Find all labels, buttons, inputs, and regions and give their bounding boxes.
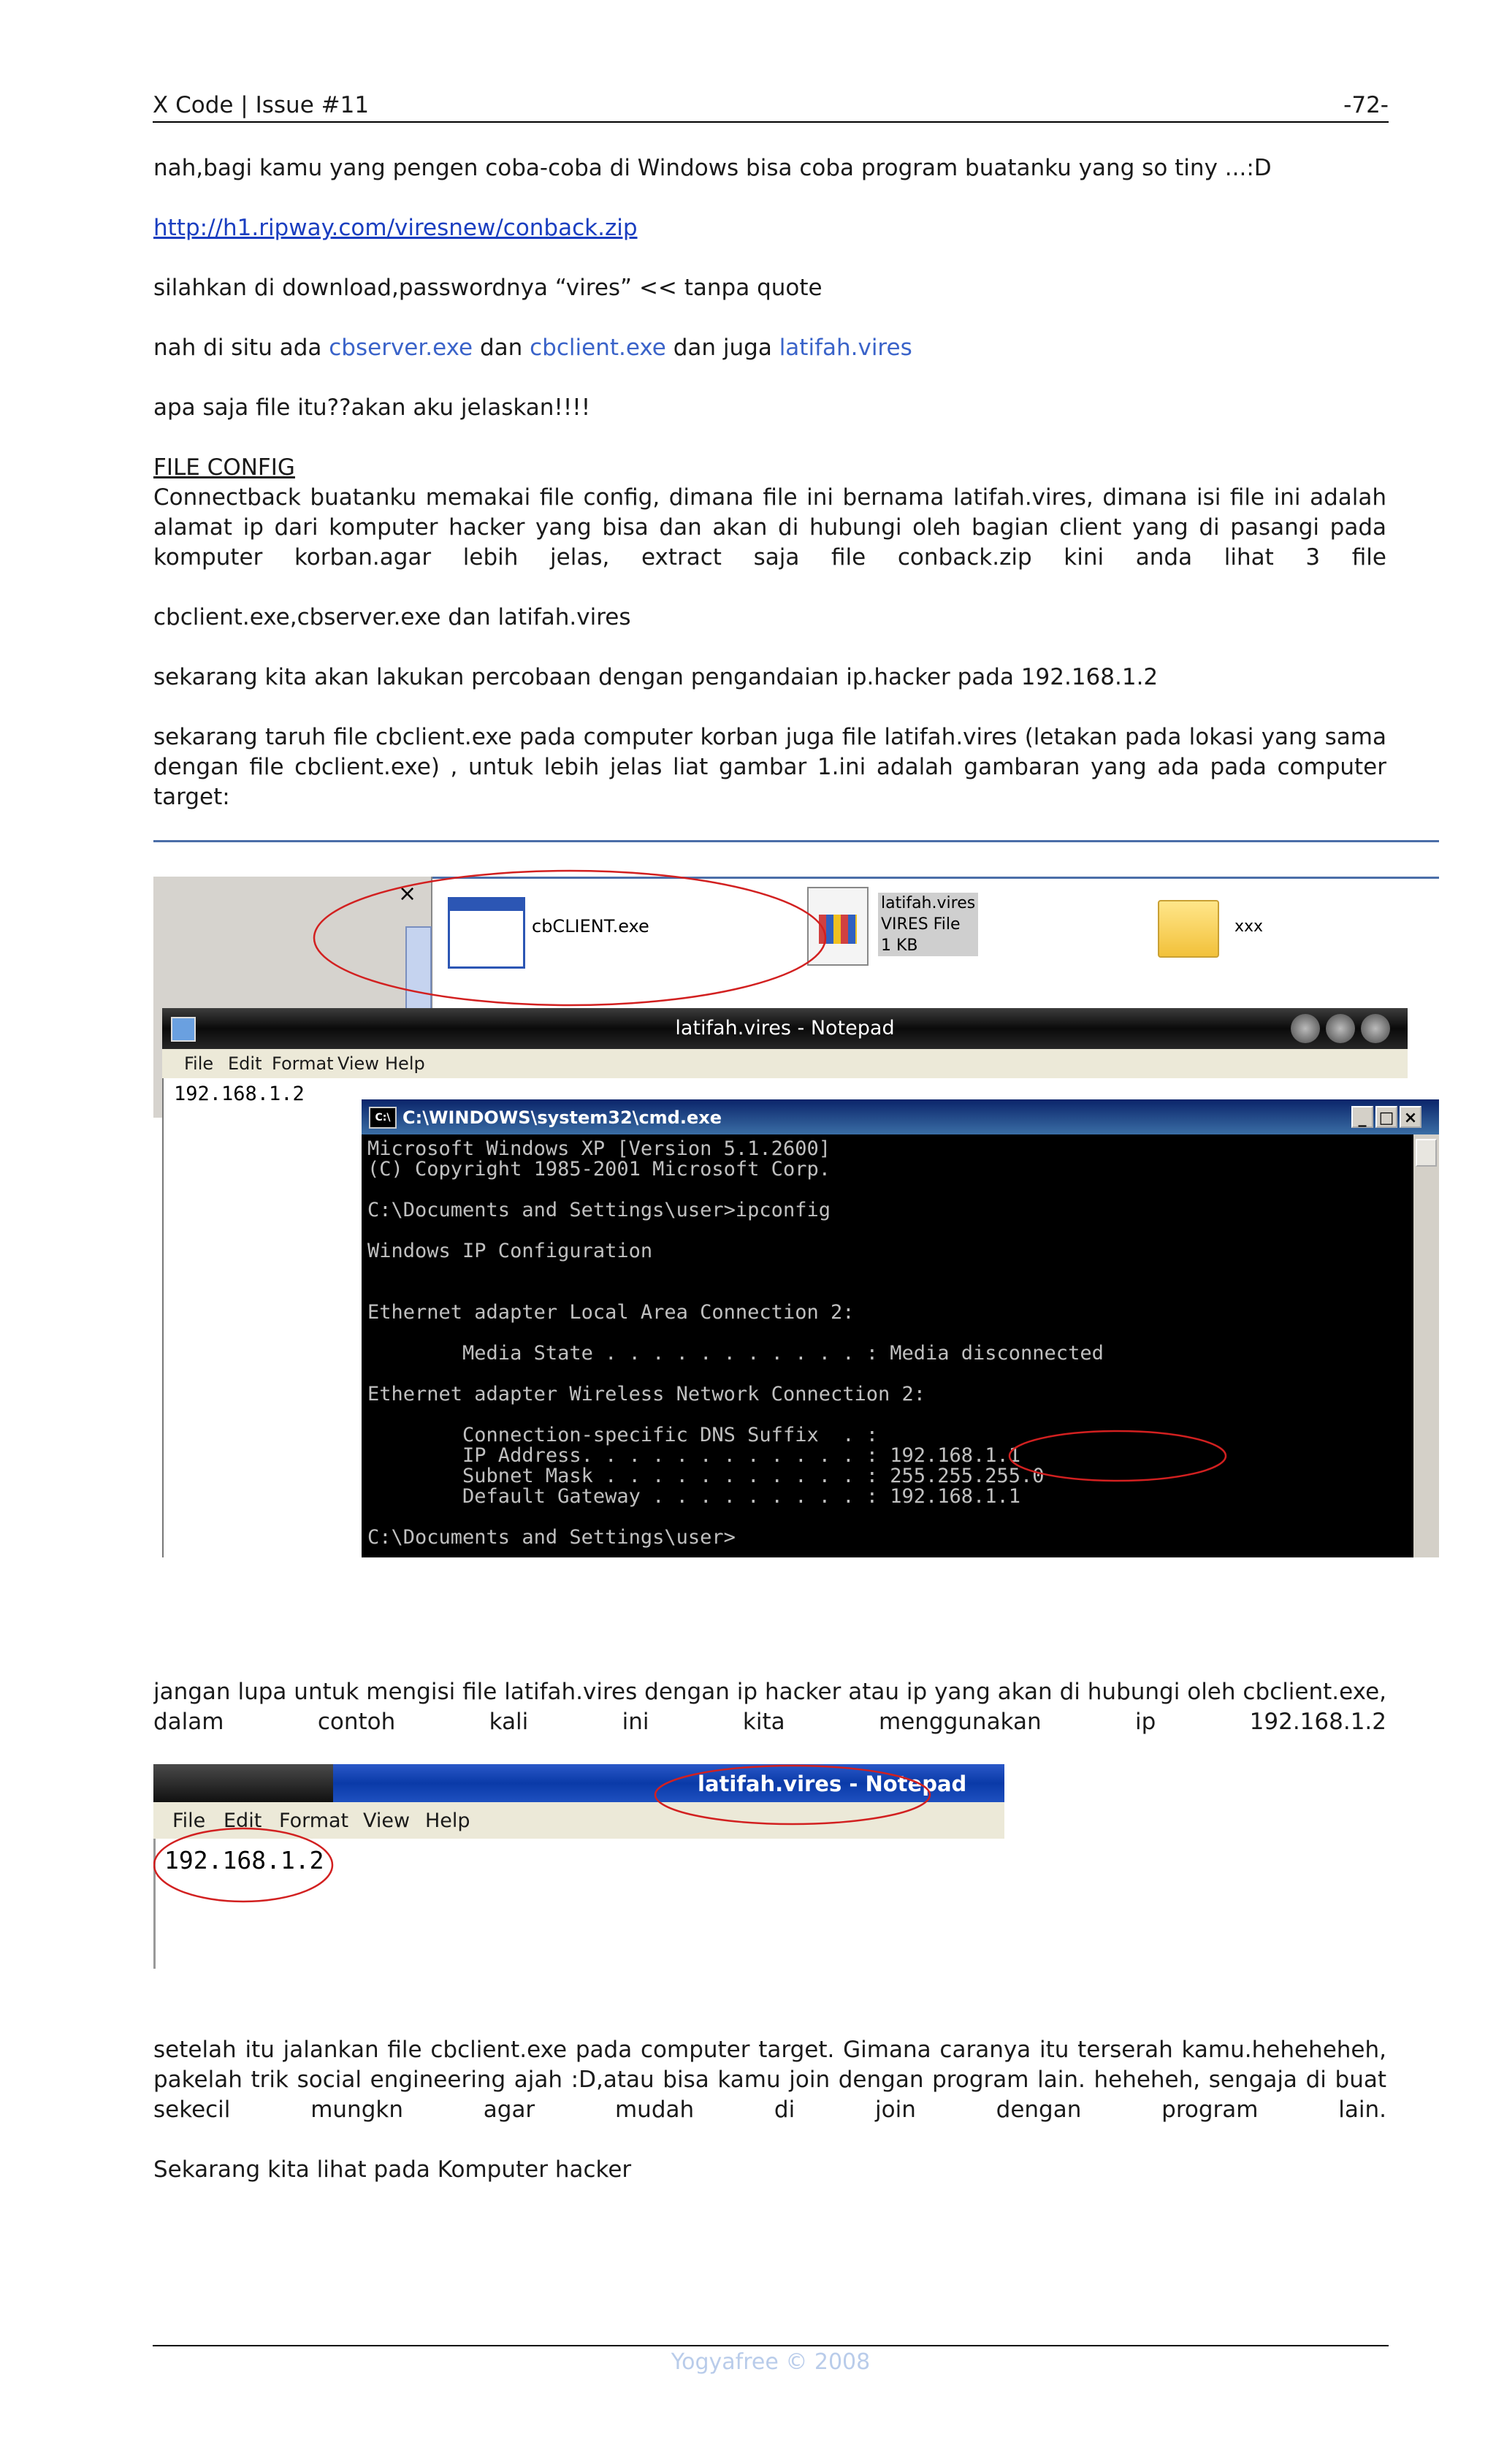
- cmd-line: Media State . . . . . . . . . . . : Media disconnected: [367, 1342, 1104, 1365]
- cmd-maximize-button[interactable]: □: [1375, 1106, 1397, 1128]
- files-text-mid2: dan juga: [665, 335, 779, 361]
- files-text-mid1: dan: [473, 335, 530, 361]
- notepad2-menubar: [153, 1802, 1004, 1839]
- cmd-line: Default Gateway . . . . . . . . . : 192.168.1.1: [367, 1485, 1021, 1508]
- footer-rule: [153, 2345, 1389, 2346]
- files-text-pre: nah di situ ada: [153, 335, 329, 361]
- paragraph-config: Connectback buatanku memakai file config, dimana file ini bernama latifah.vires, dimana isi file ini adalah alamat ip dari komputer hacker yang bisa dan akan di hubungi oleh bagian client yang di pasangi pada komputer korban.agar lebih jelas, extract saja file conback.zip kini anda lihat 3 file: [153, 484, 1386, 571]
- menu-view[interactable]: View: [337, 1053, 379, 1074]
- file-cbserver: cbserver.exe: [329, 335, 473, 361]
- menu-file[interactable]: File: [184, 1053, 214, 1074]
- maximize-button[interactable]: [1326, 1014, 1355, 1043]
- paragraph-hacker-view: Sekarang kita lihat pada Komputer hacker: [153, 2156, 632, 2183]
- cmd-line: Subnet Mask . . . . . . . . . . . : 255.255.255.0: [367, 1465, 1045, 1487]
- paragraph-run-client: setelah itu jalankan file cbclient.exe pada computer target. Gimana caranya itu terserah kamu.heheheheh, pakelah trik social engineering ajah :D,atau bisa kamu join dengan program lain. heheheh, sengaja di buat sekecil mungkn agar mudah di join dengan program lain.: [153, 2037, 1386, 2123]
- page-header: [153, 89, 1389, 123]
- vires-file-label[interactable]: [878, 893, 978, 956]
- vires-file-size: 1 KB: [881, 937, 918, 955]
- notepad2-editor[interactable]: [153, 1839, 1004, 1969]
- cmd-line: [367, 1180, 1408, 1200]
- notepad-titlebar[interactable]: [162, 1008, 1408, 1049]
- folder-icon[interactable]: [1158, 900, 1219, 958]
- menu-format[interactable]: Format: [272, 1053, 334, 1074]
- notepad2-title: latifah.vires - Notepad: [698, 1771, 967, 1796]
- cmd-scrollbar[interactable]: [1413, 1134, 1439, 1557]
- cmd-titlebar[interactable]: [362, 1099, 1439, 1134]
- cmd-line: (C) Copyright 1985-2001 Microsoft Corp.: [367, 1158, 831, 1180]
- cmd-line: Ethernet adapter Local Area Connection 2:: [367, 1301, 855, 1324]
- menu2-format[interactable]: Format: [279, 1809, 349, 1832]
- paragraph-password: silahkan di download,passwordnya “vires” << tanpa quote: [153, 275, 823, 301]
- cmd-output[interactable]: [362, 1134, 1413, 1557]
- paragraph-intro: nah,bagi kamu yang pengen coba-coba di Windows bisa coba program buatanku yang so tiny ...:D: [153, 155, 1272, 181]
- menu2-help[interactable]: Help: [425, 1809, 470, 1832]
- menu2-edit[interactable]: Edit: [224, 1809, 262, 1832]
- header-title: X Code | Issue #11: [153, 92, 370, 118]
- paragraph-question: apa saja file itu??akan aku jelaskan!!!!: [153, 394, 591, 421]
- paragraph-filelist: cbclient.exe,cbserver.exe dan latifah.vires: [153, 604, 631, 630]
- paragraph-target: sekarang taruh file cbclient.exe pada computer korban juga file latifah.vires (letakan pada lokasi yang sama dengan file cbclient.exe) , untuk lebih jelas liat gambar 1.ini adalah gambaran yang ada pada computer target:: [153, 724, 1386, 810]
- notepad-title: latifah.vires - Notepad: [675, 1017, 895, 1040]
- file-cbclient-label[interactable]: cbCLIENT.exe: [532, 916, 649, 937]
- paragraph-link: [153, 213, 1386, 243]
- menu-edit[interactable]: Edit: [228, 1053, 262, 1074]
- file-cbclient: cbclient.exe: [530, 335, 666, 361]
- cmd-close-button[interactable]: ×: [1400, 1106, 1421, 1128]
- cmd-minimize-button[interactable]: _: [1351, 1106, 1373, 1128]
- cmd-line: Microsoft Windows XP [Version 5.1.2600]: [367, 1137, 831, 1160]
- notepad2-titlebar[interactable]: [153, 1764, 1004, 1802]
- screenshot-target-computer: [153, 840, 1439, 1557]
- minimize-button[interactable]: [1291, 1014, 1320, 1043]
- file-latifah: latifah.vires: [779, 335, 912, 361]
- cmd-line: IP Address. . . . . . . . . . . . : 192.168.1.1: [367, 1444, 1021, 1467]
- cmd-line: Connection-specific DNS Suffix . :: [367, 1424, 878, 1446]
- screenshot-notepad-ip: [153, 1764, 1004, 1969]
- frame-line-top: [153, 840, 1439, 842]
- exe-icon[interactable]: [448, 897, 525, 969]
- cmd-line: [367, 1282, 1408, 1302]
- paragraph-experiment: sekarang kita akan lakukan percobaan dengan pengandaian ip.hacker pada 192.168.1.2: [153, 664, 1159, 690]
- vires-file-icon[interactable]: [807, 887, 869, 966]
- notepad-menubar: [162, 1049, 1408, 1078]
- cmd-line: [367, 1262, 1408, 1282]
- page-number: -72-: [1343, 92, 1389, 118]
- section-title: FILE CONFIG: [153, 454, 295, 481]
- paragraph-files: [153, 333, 1386, 363]
- titlebar-dark-segment: [153, 1764, 333, 1802]
- cmd-line: [367, 1323, 1408, 1343]
- cmd-title: C:\WINDOWS\system32\cmd.exe: [402, 1107, 722, 1128]
- folder-label[interactable]: xxx: [1234, 918, 1264, 936]
- paragraph-fill-ip: jangan lupa untuk mengisi file latifah.vires dengan ip hacker atau ip yang akan di hubungi oleh cbclient.exe, dalam contoh kali ini kita menggunakan ip 192.168.1.2: [153, 1679, 1386, 1735]
- menu2-view[interactable]: View: [363, 1809, 411, 1832]
- cmd-line: Ethernet adapter Wireless Network Connection 2:: [367, 1383, 926, 1405]
- cmd-line: C:\Documents and Settings\user>ipconfig: [367, 1199, 831, 1221]
- download-link[interactable]: http://h1.ripway.com/viresnew/conback.zip: [153, 215, 638, 241]
- cmd-line: Windows IP Configuration: [367, 1240, 653, 1262]
- menu-help[interactable]: Help: [385, 1053, 425, 1074]
- cmd-line: [367, 1364, 1408, 1384]
- close-button[interactable]: [1361, 1014, 1390, 1043]
- close-icon[interactable]: ×: [398, 881, 417, 907]
- cmd-line: [367, 1221, 1408, 1241]
- vires-file-name: latifah.vires: [881, 894, 976, 912]
- menu2-file[interactable]: File: [172, 1809, 206, 1832]
- footer-credit: Yogyafree © 2008: [671, 2349, 871, 2375]
- vires-file-type: VIRES File: [881, 915, 961, 934]
- cmd-line: [367, 1507, 1408, 1527]
- notepad-content: 192.168.1.2: [174, 1083, 305, 1105]
- cmd-line: C:\Documents and Settings\user>: [367, 1526, 736, 1549]
- notepad2-content: 192.168.1.2: [164, 1846, 324, 1874]
- cmd-icon: C:\: [369, 1107, 397, 1129]
- cmd-line: [367, 1405, 1408, 1425]
